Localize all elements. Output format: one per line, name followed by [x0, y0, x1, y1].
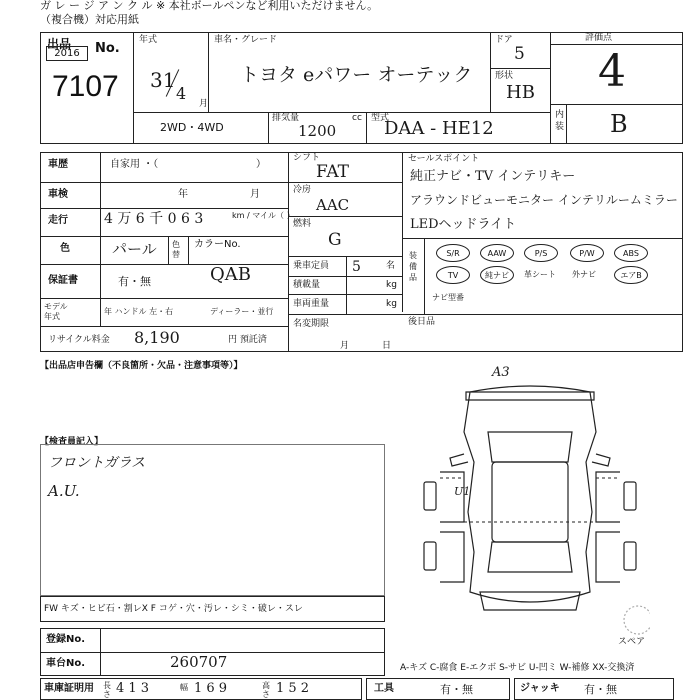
ac-label: 冷房: [293, 185, 312, 195]
color-no-label: カラーNo.: [194, 239, 241, 250]
sales-point-line: LEDヘッドライト: [410, 217, 517, 232]
no-label: No.: [95, 41, 120, 56]
jack-value: 有・無: [584, 683, 617, 696]
height-value: 1 5 2: [276, 681, 310, 696]
shape-value: HB: [506, 82, 535, 103]
equip-leather: 革シート: [524, 270, 556, 279]
lot-number: 7107: [52, 70, 119, 103]
score-label: 評価点: [585, 33, 613, 43]
equip-abs: ABS: [614, 244, 648, 262]
fuel-value: G: [328, 230, 342, 250]
weight-label: 車両重量: [293, 299, 330, 309]
dims-label: 車庫証明用: [44, 683, 94, 694]
height-label: 高さ: [262, 681, 270, 699]
spare-label: スペア: [618, 637, 646, 647]
handle-label: 年 ハンドル 左・右: [104, 307, 174, 316]
equip-aaw: AAW: [480, 244, 514, 262]
tools-label: 工具: [374, 683, 394, 694]
year-value: 31: [150, 68, 176, 92]
length-label: 長さ: [103, 681, 111, 699]
deadline-label: 名変期限: [293, 319, 330, 329]
warranty-value: 有・無: [118, 275, 151, 288]
damage-mark-u1: U1: [454, 485, 471, 498]
equip-ext-nav: 外ナビ: [572, 270, 596, 279]
history-value: 自家用 ・（: [110, 159, 159, 170]
fuel-label: 燃料: [293, 219, 312, 229]
inspector-note: A.U.: [48, 482, 80, 500]
displacement-label: 排気量: [272, 113, 300, 123]
capacity-unit: 名: [386, 261, 396, 271]
inspection-year: 年: [178, 189, 188, 200]
seller-notes-label: 【出品店申告欄（不良箇所・欠品・注意事項等）】: [40, 361, 243, 371]
ac-value: AAC: [316, 196, 350, 214]
top-block: [40, 32, 683, 144]
inspection-month: 月: [250, 189, 260, 200]
color-change: 色替: [172, 240, 180, 259]
recycle-value: 8,190: [134, 328, 180, 347]
damage-mark-a3: A3: [492, 365, 510, 380]
capacity-label: 乗車定員: [293, 261, 330, 271]
interior-value: B: [610, 110, 628, 138]
header-line-2: （複合機）対応用紙: [40, 13, 139, 26]
length-value: 4 1 3: [116, 681, 150, 696]
inspector-area: [40, 444, 385, 596]
dealer-label: ディーラー・並行: [210, 307, 274, 316]
shift-value: FAT: [316, 162, 350, 182]
load-label: 積載量: [293, 280, 321, 290]
equip-airbag: エアB: [614, 266, 648, 284]
name-label: 車名・グレード: [214, 35, 278, 45]
displacement-unit: cc: [352, 113, 362, 123]
month-label: 月: [199, 99, 209, 109]
width-value: 1 6 9: [194, 681, 228, 696]
door-label: ドア: [495, 35, 513, 45]
capacity-value: 5: [352, 259, 361, 275]
color-value: パール: [112, 240, 157, 258]
car-diagram: [410, 362, 650, 662]
nav-model-label: ナビ型番: [432, 293, 464, 302]
equip-pw: P/W: [570, 244, 604, 262]
load-unit: kg: [386, 280, 397, 290]
mileage-unit: km / マイル（ ）: [232, 211, 295, 220]
mileage-label: 走行: [48, 215, 68, 226]
type-label: 型式: [371, 113, 390, 123]
inspection-label: 車検: [48, 189, 68, 200]
year-label: 年式: [139, 35, 158, 45]
fw-row-text: FW キズ・ヒビ石・割レX F コゲ・穴・汚レ・シミ・破レ・スレ: [44, 604, 303, 614]
history-label: 車歴: [48, 159, 68, 170]
recycle-unit: 円 預託済: [228, 335, 267, 345]
year-box: 2016: [46, 46, 88, 61]
type-value: DAA - HE12: [384, 118, 494, 139]
name-value: トヨタ eパワー オーテック: [240, 64, 473, 86]
weight-unit: kg: [386, 299, 397, 309]
month-value: 4: [176, 84, 187, 103]
model-year-label: モデル年式: [44, 302, 68, 321]
equip-ps: P/S: [524, 244, 558, 262]
recycle-label: リサイクル料金: [48, 335, 110, 345]
shape-label: 形状: [495, 71, 514, 81]
chassis-label: 車台No.: [46, 658, 86, 669]
sales-point-line: 純正ナビ・TV インテリキー: [410, 169, 576, 184]
mileage-value: 4 万 6 千 0 6 3: [104, 211, 204, 227]
drive-label: 2WD・4WD: [160, 121, 224, 134]
equip-tv: TV: [436, 266, 470, 284]
door-value: 5: [514, 44, 525, 64]
sales-point-line: アラウンドビューモニター インテリルームミラー: [410, 193, 678, 207]
equip-nav: 純ナビ: [480, 266, 514, 284]
deadline-month: 月: [340, 341, 350, 351]
score-value: 4: [598, 46, 626, 97]
interior-label: 内装: [555, 110, 565, 132]
inspector-label: 【検査員記入】: [40, 437, 104, 447]
inspector-note: フロントガラス: [48, 455, 146, 471]
color-label: 色: [60, 243, 70, 254]
later-date-label: 後日品: [408, 317, 436, 327]
shift-label: シフト: [293, 153, 321, 163]
width-label: 幅: [180, 683, 188, 692]
color-no-value: QAB: [210, 264, 251, 285]
sales-points-label: セールスポイント: [408, 154, 480, 164]
damage-legend: A-キズ C-腐食 E-エクボ S-サビ U-凹ミ W-補修 XX-交換済: [400, 663, 635, 673]
reg-label: 登録No.: [46, 634, 86, 645]
tools-value: 有・無: [440, 683, 473, 696]
jack-label: ジャッキ: [520, 683, 560, 694]
header-line: ガ レ ー ジ ア ン ク ル ※ 本社ボールペンなど利用いただけません。: [40, 0, 379, 12]
history-close: ）: [256, 159, 266, 170]
displacement-value: 1200: [298, 122, 337, 140]
deadline-day: 日: [382, 341, 392, 351]
chassis-value: 260707: [170, 653, 228, 671]
warranty-label: 保証書: [48, 275, 78, 286]
dept-label: 出品: [47, 37, 72, 51]
equipment-label: 装備品: [409, 251, 417, 283]
equip-sr: S/R: [436, 244, 470, 262]
